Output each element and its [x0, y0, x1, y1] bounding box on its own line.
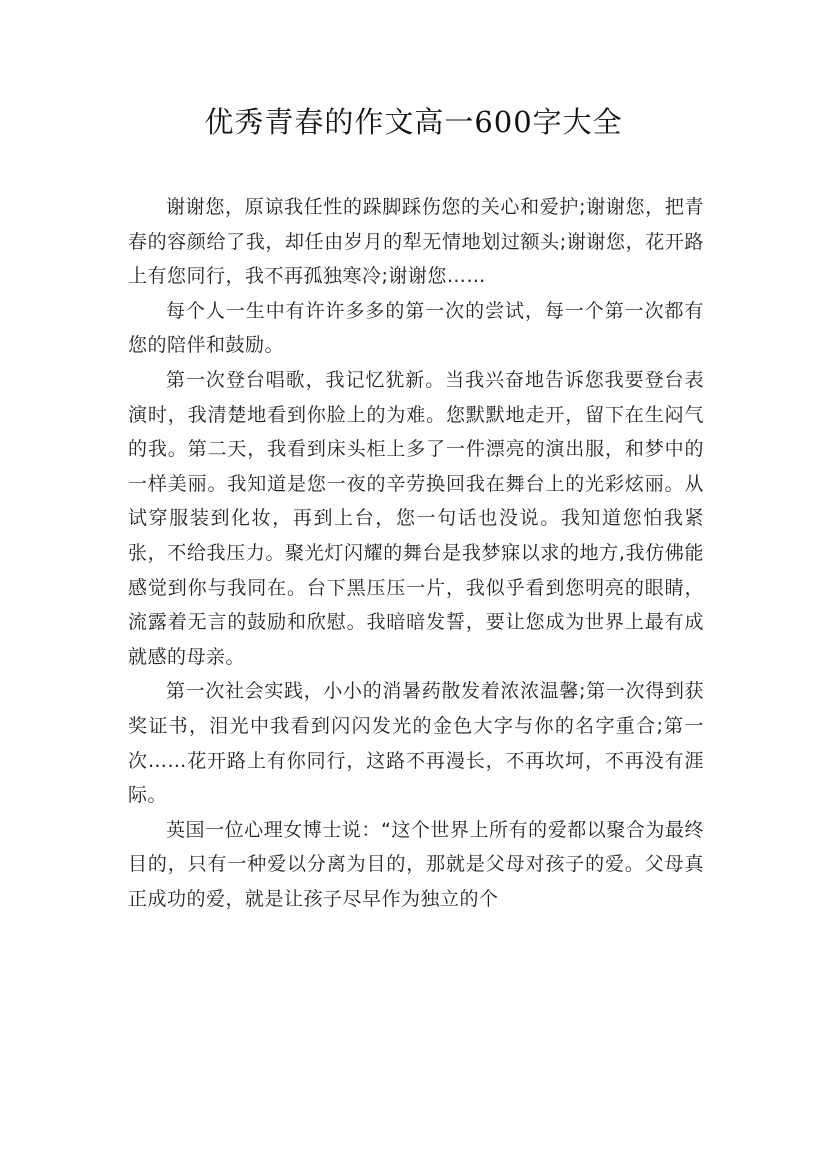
paragraph-5: 英国一位心理女博士说：“这个世界上所有的爱都以聚合为最终目的，只有一种爱以分离为目的，那就是父母对孩子的爱。父母真正成功的爱，就是让孩子尽早作为独立的个 — [128, 818, 704, 910]
paragraph-4: 第一次社会实践，小小的消暑药散发着浓浓温馨;第一次得到获奖证书，泪光中我看到闪闪发光的金色大字与你的名字重合;第一次……花开路上有你同行，这路不再漫长，不再坎坷，不再没有涯际。 — [128, 680, 704, 807]
document-body — [128, 190, 704, 916]
paragraph-1: 谢谢您，原谅我任性的跺脚踩伤您的关心和爱护;谢谢您，把青春的容颜给了我，却任由岁月的犁无情地划过额头;谢谢您，花开路上有您同行，我不再孤独寒冷;谢谢您…… — [128, 196, 704, 288]
paragraph-2: 每个人一生中有许许多多的第一次的尝试，每一个第一次都有您的陪伴和鼓励。 — [128, 299, 704, 357]
document-title: 优秀青春的作文高一600字大全 — [204, 105, 623, 139]
paragraph-3: 第一次登台唱歌，我记忆犹新。当我兴奋地告诉您我要登台表演时，我清楚地看到你脸上的为难。您默默地走开，留下在生闷气的我。第二天，我看到床头柜上多了一件漂亮的演出服，和梦中的一样美丽。我知道是您一夜的辛劳换回我在舞台上的光彩炫丽。从试穿服装到化妆，再到上台，您一句话也没说。我知道您怕我紧张，不给我压力。聚光灯闪耀的舞台是我梦寐以求的地方,我仿佛能感觉到你与我同在。台下黑压压一片，我似乎看到您明亮的眼睛，流露着无言的鼓励和欣慰。我暗暗发誓，要让您成为世界上最有成就感的母亲。 — [128, 368, 704, 668]
